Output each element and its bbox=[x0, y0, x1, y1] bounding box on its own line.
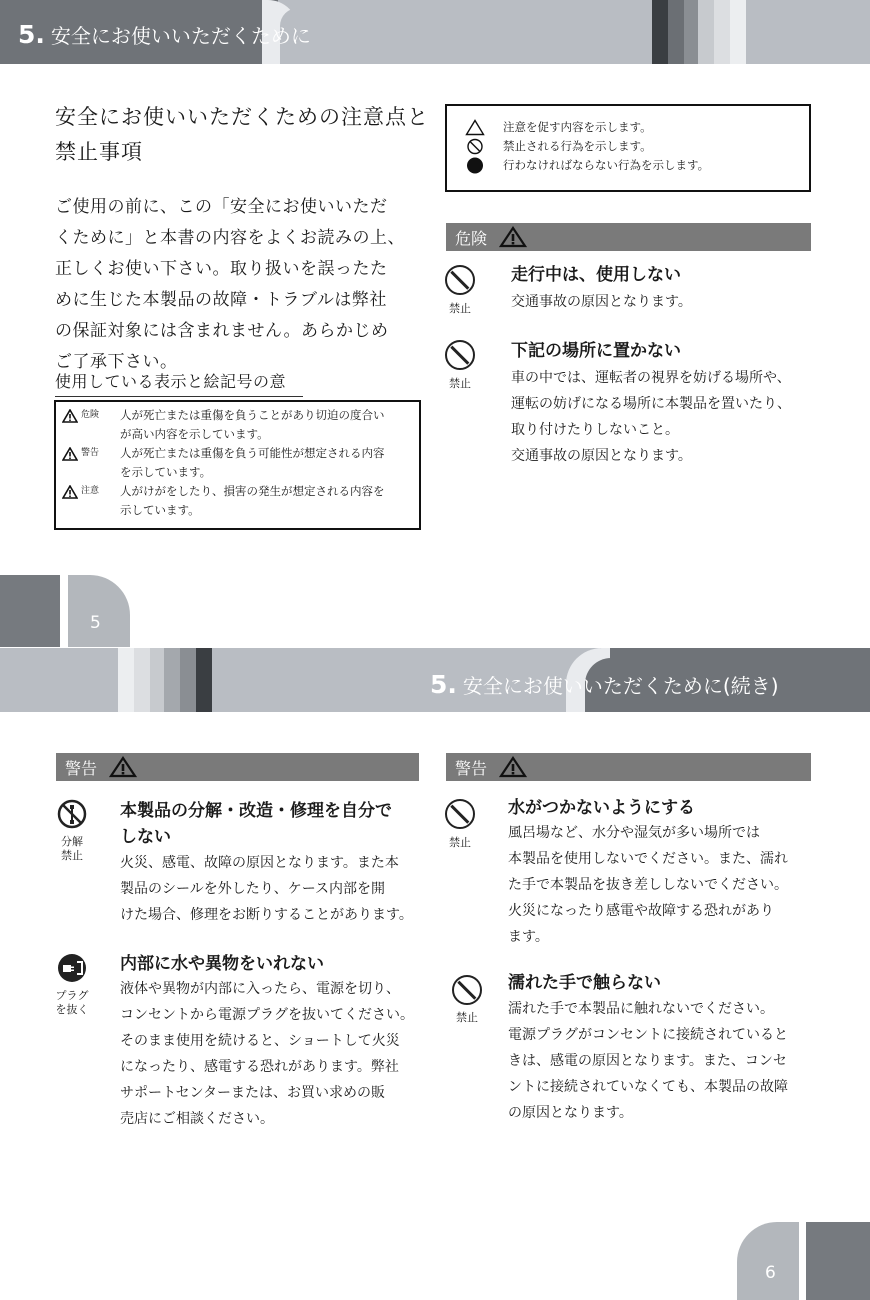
warning-item-text: 液体や異物が内部に入ったら、電源を切り、 コンセントから電源プラグを抜いてください。 そのまま使用を続けると、ショートして火災 になったり、感電する恐れがあります。弊社 サポートセンターまたは、お買い求めの販 売店にご相談ください。 bbox=[120, 981, 414, 1127]
warning-item-text: 風呂場など、水分や湿気が多い場所では 本製品を使用しないでください。また、濡れ た手で本製品を抜き差ししないでください。 火災になったり感電や故障する恐れがあり ます。 bbox=[508, 825, 788, 945]
no-disassembly-icon-label: 分解 禁止 bbox=[61, 835, 83, 862]
prohibited-icon-label: 禁止 bbox=[449, 836, 471, 849]
section-number: 5. bbox=[430, 670, 457, 699]
prohibited-icon-label: 禁止 bbox=[449, 302, 471, 315]
warning-item-text: 火災、感電、故障の原因となります。また本 製品のシールを外したり、ケース内部を開 けた場合、修理をお断りすることがあります。 bbox=[120, 855, 413, 923]
page-title bbox=[18, 20, 311, 49]
filled-circle-icon bbox=[465, 157, 485, 174]
legend-row-caution bbox=[62, 482, 413, 520]
page-number-tab bbox=[68, 575, 130, 647]
legend-text-warning: 人が死亡または重傷を負う可能性が想定される内容 を示しています。 bbox=[120, 446, 385, 479]
danger-label: 危険 bbox=[455, 228, 488, 248]
warning-item-title: 本製品の分解・改造・修理を自分で しない bbox=[120, 801, 392, 847]
section-title: 安全にお使いいただくために bbox=[50, 24, 311, 48]
prohibited-icon bbox=[452, 975, 482, 1005]
legend-text-caution: 人がけがをしたり、損害の発生が想定される内容を 示しています。 bbox=[120, 484, 385, 517]
legend-tag-danger: 危険 bbox=[62, 406, 120, 425]
warning-item-text: 濡れた手で本製品に触れないでください。 電源プラグがコンセントに接続されていると きは、感電の原因となります。また、コンセ ントに接続されていなくても、本製品の故障 の原因となります。 bbox=[508, 1001, 788, 1121]
section-title: 安全にお使いいただくために(続き) bbox=[462, 674, 779, 698]
main-heading: 安全にお使いいただくための注意点と 禁止事項 bbox=[55, 105, 429, 164]
warning-triangle-icon bbox=[499, 226, 527, 248]
danger-item-title: 走行中は、使用しない bbox=[511, 265, 681, 285]
danger-item-text: 交通事故の原因となります。 bbox=[511, 294, 692, 310]
warning-item-title: 内部に水や異物をいれない bbox=[120, 954, 324, 974]
warning-triangle-icon bbox=[499, 756, 527, 778]
symbol-row-prohibited: 禁止される行為を示します。 bbox=[465, 137, 809, 156]
page-number-tab bbox=[737, 1222, 799, 1300]
page-number: 5 bbox=[90, 613, 101, 633]
legend-tag-warning: 警告 bbox=[62, 444, 120, 463]
page-footer-block bbox=[0, 575, 60, 647]
page-footer-block bbox=[806, 1222, 870, 1300]
page-title bbox=[430, 670, 779, 699]
legend-heading-underline bbox=[55, 396, 303, 397]
warning-section-bar bbox=[56, 753, 419, 781]
warning-triangle-icon bbox=[109, 756, 137, 778]
legend-box bbox=[54, 400, 421, 530]
prohibited-icon-label: 禁止 bbox=[449, 377, 471, 390]
section-number: 5. bbox=[18, 20, 45, 49]
triangle-icon bbox=[465, 119, 485, 136]
danger-item-text: 車の中では、運転者の視界を妨げる場所や、 運転の妨げになる場所に本製品を置いたり、 取り付けたりしないこと。 交通事故の原因となります。 bbox=[511, 370, 791, 464]
legend-heading: 使用している表示と絵記号の意 bbox=[55, 372, 287, 391]
warning-section-bar bbox=[446, 753, 811, 781]
legend-row-danger bbox=[62, 406, 413, 444]
unplug-icon-label: プラグ を抜く bbox=[55, 989, 89, 1016]
warning-label: 警告 bbox=[455, 758, 488, 778]
prohibited-icon bbox=[465, 138, 485, 155]
page-number: 6 bbox=[765, 1263, 776, 1283]
warning-label: 警告 bbox=[65, 758, 98, 778]
danger-item-title: 下記の場所に置かない bbox=[511, 341, 681, 361]
prohibited-icon-label: 禁止 bbox=[456, 1011, 478, 1024]
warning-item-title: 水がつかないようにする bbox=[508, 798, 695, 818]
prohibited-icon bbox=[445, 799, 475, 829]
danger-section-bar bbox=[446, 223, 811, 251]
symbol-legend-box bbox=[445, 104, 811, 192]
prohibited-icon bbox=[445, 340, 475, 370]
legend-row-warning bbox=[62, 444, 413, 482]
symbol-row-mandatory: 行わなければならない行為を示します。 bbox=[465, 156, 809, 175]
legend-tag-caution: 注意 bbox=[62, 482, 120, 501]
top-header-bar bbox=[0, 0, 870, 64]
legend-text-danger: 人が死亡または重傷を負うことがあり切迫の度合い が高い内容を示しています。 bbox=[120, 408, 385, 441]
intro-paragraph: ご使用の前に、この「安全にお使いいただ くために」と本書の内容をよくお読みの上、 正しくお使い下さい。取り扱いを誤ったた めに生じた本製品の故障・トラブルは弊社 の保証対象には含まれません。あらかじめ ご了承下さい。 bbox=[55, 197, 405, 372]
warning-item-title: 濡れた手で触らない bbox=[508, 973, 661, 993]
no-disassembly-icon bbox=[57, 799, 87, 829]
bottom-header-bar bbox=[0, 648, 870, 712]
unplug-icon bbox=[57, 953, 87, 983]
prohibited-icon bbox=[445, 265, 475, 295]
symbol-row-caution: 注意を促す内容を示します。 bbox=[465, 118, 809, 137]
